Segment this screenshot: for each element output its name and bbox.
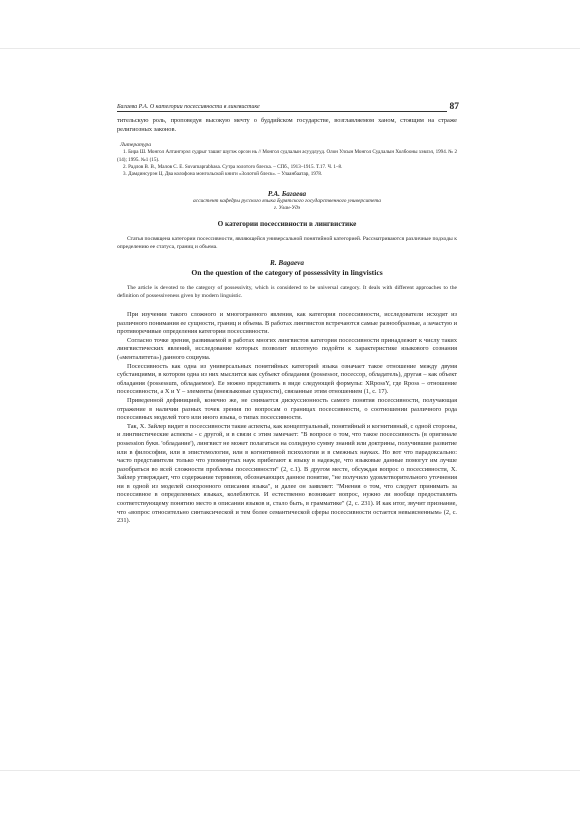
journal-page [117,98,457,526]
author-city: г. Улан-Удэ [273,204,301,211]
body-paragraph: Так, Х. Зайлер видит в посессивности такие аспекты, как концептуальный, понятийный и когнитивный, с одной стороны, и лингвистические аспекты - с другой, и в связи с этим замечает: "В вопросе о том, что такое посессивность (в оригинале possession букв. 'обладание'), лингвист не может полагаться на солидную сумму знаний или доктрины, получившие развитие или в философии, или в эпистемологии, или в когнитивной психологии и в смежных науках. Но вот что парадоксально: часто представители только что упомянутых наук прибегают к языку в надежде, что языковые данные помогут им лучше разобраться во всей сложности проблемы посессивности" (2, с.1). В другом месте, обсуждая вопрос о посессивности, Х. Зайлер утверждает, что содержание терминов, обозначающих данное понятие, "не получило удовлетворительного уточнения ни в одной из моделей синхронного описания языка", и далее он заявляет: "Мнения о том, что следует принимать за посессивное в определенных языках, колеблются. И естественно возникает вопрос, нужно ли вообще предоставлять соответствующему понятию место в описании языков и, стало быть, в грамматике" (2, с. 231). И как итог, звучит признание, что «вопрос относительно синтаксической и тем более семантической сферы посессивности остается невыясненным» (2, с. 231). [117,422,457,525]
reference-item: 1. Бира Ш. Монгол Алтангэрэл судрыг ташиг шүгэж орсон нь // Монгол судлалын асуудлууд. Олон Улсын Монгол Судлалын Холбооны хэвлэл, 1994. № 2 (14); 1995. №1 (15). [117,149,457,163]
body-paragraph: При изучении такого сложного и многогранного явления, как категория посессивности, исследователи исходят из различного понимания ее сущности, границ и объема. В работах лингвистов встречаются самые разнообразные, а зачастую и противоречивые определения категории посессивности. [117,311,457,336]
scan-edge-top [0,48,580,49]
reference-list [117,149,457,179]
reference-item: 3. Дамдинсурэн Ц. Два колофона монгольской книги «Золотой блеск». – Улаанбаатар, 1978. [123,171,323,178]
article-title-ru: О категории посессивности в лингвистике [217,219,357,228]
reference-item: 2. Радлов В. В., Малов С. Е. Suvarnaprabhasa. Сутра золотого блеска. – СПб., 1913–1915. Т.17. Ч. 1–8. [123,164,343,170]
body-paragraph: Приведенной дефиницией, конечно же, не снимается дискуссионность самого понятия посессивности, получающая отражение в наличии разных точек зрения по вопросам о границах посессивности, о соотношении различного рода посессивных моделей того или иного языка, о типах посессивности. [117,396,457,422]
body-paragraph: Согласно точке зрения, развиваемой в работах многих лингвистов категория посессивности принадлежит к числу таких лингвистических явлений, исследование которых позволит вплотную подойти к характеристике языкового сознания («менталитета») данного социума. [117,336,457,361]
author-name-en: R. Bagaeva [270,259,304,268]
article-title-en: On the question of the category of possessivity in lingvistics [191,268,383,278]
literature-heading: Литература [120,142,152,149]
abstract-ru: Статья посвящена категории посессивности, являющейся универсальной понятийной категорией. Рассматриваются различные подходы к определению ее статуса, границ и объема. [117,235,457,250]
running-title: Багаева Р.А. О категории посессивности в лингвистике [117,104,260,110]
scan-edge-bottom [0,770,580,771]
author-name-ru: Р.А. Багаева [267,189,307,198]
author-affiliation: ассистент кафедры русского языка Бурятского государственного университета [192,197,382,204]
running-header [117,98,457,112]
article-body [117,311,457,526]
page-number: 87 [449,102,459,112]
opening-text: тительскую роль, проповедуя высокую мечту о буддийском государстве, возглавляемом ханом, стоящим на страже религиозных законов. [117,117,457,133]
abstract-en: The article is devoted to the category of possessivity, which is considered to be universal category. It deals with different approaches to the definition of possessiveness given by modern linguistic. [117,285,457,300]
body-paragraph: Посессивность как одна из универсальных понятийных категорий языка означает такое отношение между двумя субстанциями, в котором одна из них мыслится как субъект обладания (possessor, посессор, обладатель), другая – как объект обладания (possessum, обладаемое). Ее можно представить в виде следующей формулы: XRpossY, где Rposs – отношение посессивности, а X и Y – элементы (внеязыковые сущности), связанные этим отношением (1, с. 17). [117,362,457,396]
header-rule [117,111,447,112]
